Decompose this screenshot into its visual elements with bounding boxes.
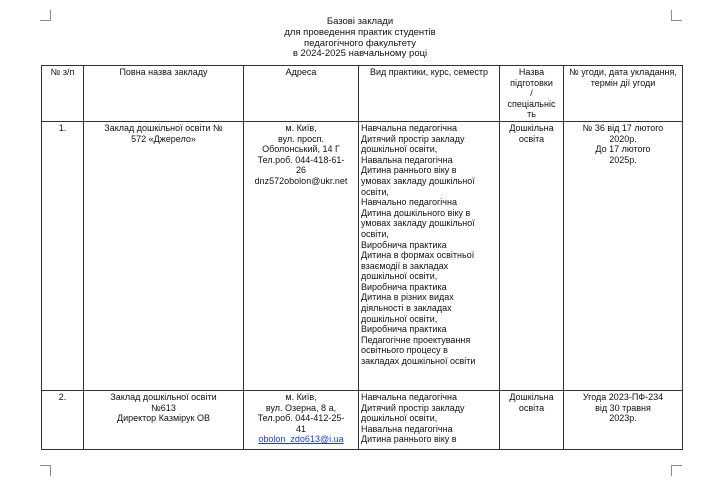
practice-line: освітнього процесу в — [361, 345, 448, 356]
practice-line: Дитина дошкільного віку в — [361, 207, 471, 218]
practice-line: Навальна педагогічна — [361, 154, 453, 165]
header-specialty-line: / — [530, 88, 533, 99]
practice-line: умовах закладу дошкільної — [361, 218, 475, 229]
name-line: Заклад дошкільної освіти — [110, 391, 217, 402]
institutions-table — [41, 65, 683, 450]
practice-types — [359, 121, 500, 390]
practice-line: Дитина раннього віку в — [361, 165, 457, 176]
practice-line: Виробнича практика — [361, 281, 447, 292]
header-specialty-line: ть — [527, 109, 536, 120]
practice-line: Навчальна педагогічна — [361, 122, 457, 133]
agreement-line: 2025р. — [609, 154, 637, 165]
practice-line: умовах закладу дошкільної — [361, 175, 475, 186]
practice-line: Педагогічне проектування — [361, 334, 471, 345]
practice-types — [359, 390, 500, 449]
crop-mark-bottom-right — [671, 465, 682, 476]
agreement-line: № 36 від 17 лютого — [582, 122, 664, 133]
practice-line: Дитячий простір закладу — [361, 133, 465, 144]
practice-line: дошкільної освіти, — [361, 413, 438, 424]
title-line: в 2024-2025 навчальному році — [292, 48, 428, 60]
practice-line: взаємодії в закладах — [361, 260, 449, 271]
address-line: м. Київ, — [285, 391, 317, 402]
practice-line: Виробнича практика — [361, 239, 447, 250]
address-line: вул. просп. — [278, 133, 324, 144]
practice-line: Навчальна педагогічна — [361, 391, 457, 402]
practice-line: Навчально педагогічна — [361, 197, 457, 208]
email-link[interactable]: obolon_zdo613@i.ua — [258, 434, 344, 445]
address-line: м. Київ, — [285, 122, 317, 133]
practice-line: закладах дошкільної освіти — [361, 356, 476, 367]
institution-name — [84, 390, 244, 449]
document-title — [0, 17, 720, 60]
name-line: 572 «Джерело» — [131, 133, 196, 144]
agreement — [564, 390, 683, 449]
header-practice: Вид практики, курс, семестр — [359, 66, 500, 122]
address-line: Тел.роб. 044-418-61- — [257, 154, 345, 165]
agreement-line: від 30 травня — [595, 402, 651, 413]
title-line: для проведення практик студентів — [284, 26, 436, 38]
address-line: Оболонський, 14 Г — [262, 144, 340, 155]
agreement-line: 2020р. — [609, 133, 637, 144]
name-line: Директор Казмірук ОВ — [116, 413, 210, 424]
practice-line: освіти, — [361, 228, 389, 239]
practice-line: Виробнича практика — [361, 324, 447, 335]
crop-mark-bottom-left — [40, 465, 51, 476]
specialty — [500, 390, 564, 449]
header-specialty-line: Назва — [518, 67, 545, 77]
agreement — [564, 121, 683, 390]
table-row — [42, 390, 683, 449]
header-specialty-line: підготовки — [510, 77, 553, 88]
row-number: 1. — [42, 121, 84, 390]
address-email: dnz572obolon@ukr.net — [254, 175, 348, 186]
practice-line: Дитина в різних видах — [361, 292, 454, 303]
header-name: Повна назва закладу — [84, 66, 244, 122]
specialty — [500, 121, 564, 390]
practice-line: Дитина в формах освітньої — [361, 250, 475, 261]
practice-line: дошкільної освіти, — [361, 313, 438, 324]
name-line: Заклад дошкільної освіти № — [104, 122, 223, 133]
address-line: 26 — [295, 165, 306, 176]
address-line: вул. Озерна, 8 а, — [265, 402, 337, 413]
table-header-row — [42, 66, 683, 122]
header-number: № з/п — [42, 66, 84, 122]
practice-line: дошкільної освіти, — [361, 144, 438, 155]
agreement-line: Угода 2023-ПФ-234 — [582, 391, 664, 402]
specialty-line: Дошкільна — [509, 122, 554, 133]
header-specialty — [500, 66, 564, 122]
institution-address — [244, 121, 359, 390]
practice-line: діяльності в закладах — [361, 303, 452, 314]
header-address: Адреса — [244, 66, 359, 122]
agreement-line: 2023р. — [609, 413, 637, 424]
practice-line: Дитина раннього віку в — [361, 434, 457, 445]
header-specialty-line: спеціальніс — [507, 98, 556, 109]
institution-address — [244, 390, 359, 449]
address-line: Тел.роб. 044-412-25- — [257, 413, 345, 424]
address-line: 41 — [295, 423, 306, 434]
header-agreement: № угоди, дата укладання, термін дії угоди — [564, 66, 683, 122]
agreement-line: До 17 лютого — [595, 144, 651, 155]
specialty-line: освіта — [518, 133, 545, 144]
name-line: №613 — [151, 402, 176, 413]
table-row — [42, 121, 683, 390]
specialty-line: Дошкільна — [509, 391, 554, 402]
practice-line: дошкільної освіти, — [361, 271, 438, 282]
title-line: педагогічного факультету — [304, 37, 416, 49]
title-line: Базові заклади — [326, 16, 394, 27]
specialty-line: освіта — [518, 402, 545, 413]
institution-name — [84, 121, 244, 390]
row-number: 2. — [42, 390, 84, 449]
practice-line: Дитячий простір закладу — [361, 402, 465, 413]
practice-line: Навальна педагогічна — [361, 423, 453, 434]
practice-line: освіти, — [361, 186, 389, 197]
